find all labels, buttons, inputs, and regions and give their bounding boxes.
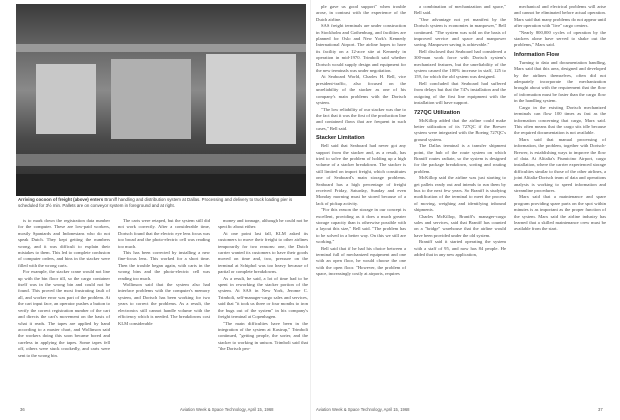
paragraph: Bell concluded that Seaboard had suffered from delays but that the 747s installation and the outgoing of the first line equipment with the installation will have support. [414,80,506,106]
paragraph: For example, the stacker crane would not line up with the bin floor till, so the cargo container itself was in the wrong bin and could not be found. This proved the most frustrating fault of all, and worker error was part of the problem. At the cart input face, an operator pushes a button to verify the correct registration number of the cart and directs the cart's movement on the basis of what it reads. The tapes are applied by hand according to a master chart, and Wollinson said the workers doing this soon became bored and careless in applying the tapes. Some tapes fell off, others were stuck crookedly, and carts were sent to the wrong bin. [18,269,110,358]
left-column-3 [218,218,308,353]
paragraph: The carts were retaped, but the system still did not work correctly. After a considerable time, Dortsch found that the electric eye lens focus was too broad and the photo-electric cell was reading too much. [118,218,210,249]
left-column-2 [118,218,210,327]
paragraph: SAS freight terminals are under construction in Stockholm and Gothenburg, and facilities are planned for Oslo and New York's Kennedy International Airport. The airline hopes to have its facility on a 12-acre site at Kennedy in operation in mid-1970. Trimboli said whether Dortsch would supply design and equipment for the new terminals was under negotiation. [316,23,406,74]
paragraph: Bell disclosed that Seaboard had considered a 300-man work force with Dortsch system's mechanized features, but the unreliability of the system caused the 100% increase in staff, 125 to 159, for which the old system was designed. [414,48,506,80]
paragraph: "The low reliability of our stacker was due to the fact that it was the first of the production line and contained flaws that are frequent in such cases," Bell said. [316,106,406,131]
paragraph: Cargo in the existing Dortsch mechanized terminals can flow 100 times as fast as the information concerning that cargo, Marx said. This often means that the cargo sits idle because the required documentation is not available. [514,104,606,136]
paragraph: At Seaboard World, Charles H. Bell, vice president-traffic, also focused on the unreliability of the stacker as one of his company's main problems with the Dortsch system. [316,74,406,106]
right-column-3 [514,4,606,233]
paragraph: money and tonnage, although he could not be specific about either. [218,218,308,230]
photo-caption [18,197,306,209]
paragraph: Marx said that manual processing of information, the problem, together with Dortsch-Brewer, is establishing ways to improve the flow of data. At Alitalia's Fiumicino Airport, cargo installation, where the carrier experienced storage difficulties similar to those of the other airlines, a joint Alitalia-Dortsch team of data and operations analysts is working to speed information and streamline procedures. [514,136,606,193]
publication-line-right: Aviation Week & Space Technology, April 15, 1968 [316,407,410,412]
paragraph: Marx said that a maintenance and spare program providing spare parts on the spot within minutes is as important as the proper function of the system. Marx said the airline industry has learned that a skilled maintenance crew must be available from the start. [514,194,606,232]
paragraph: "The main difficulties have been in the integration of the system at Kastrup," Trimboli continued, "getting people, the sorter, and the stacker to working in unison. Trimboli said that "the Dortsch peo- [218,320,308,352]
paragraph: McKillop said the airline was just starting to get pallets ready out and intends to run them by bus to the next few years. So Braniff is studying modification of the terminal to meet the process of moving, weighing and identifying inbound shipments. [414,175,506,213]
right-column-2 [414,4,506,258]
paragraph: Braniff said it started operating the system with a staff of 95, and now has 84 people. He added that in any new application, [414,239,506,258]
page-number-right: 37 [598,407,603,412]
left-column-1 [18,218,110,359]
caption-lead: Arriving cocoon of freight (above) enters [18,197,104,202]
paragraph: Bell said that if he had his choice between a terminal full of mechanized equipment and one with an open floor, he would choose the one with the open floor. "However, the problem of space, increasingly costly at airports, requires [316,245,406,277]
paragraph: a combination of mechanization and space," Bell said. [414,4,506,16]
page-gutter [310,0,311,420]
paragraph: Turning to data and documentation handling, Marx said that this area, designed and developed by the airlines themselves, often did not adequately incorporate the mechanization brought about with the requirement that the flow of information must be faster than the cargo flow in the handling system. [514,59,606,104]
paragraph: As a result, he said, a lot of time had to be spent in reworking the stacker portion of the system. At SAS in New York, Jerome C. Trimboli, self-manager-cargo sales and services, said that "it took us three or four months to iron the bugs out of the system" in his company's freight terminal at Copenhagen. [218,275,308,320]
paragraph: This has been corrected by installing a new fine-focus lens. This worked for a short time. Then the trouble began again, with carts in the wrong bins and the photo-electric cell was reading too much. [118,250,210,281]
right-column-1 [316,4,406,278]
section-heading-information-flow: Information Flow [514,51,560,58]
paragraph: is to mark down the registration data number for the computer. These are low-paid workers, mostly Spaniards and Indonesians who do not speak Dutch. They kept getting the numbers wrong, and it was difficult to explain their mistakes to them. This led to complete confusion of computer orders, and bins in the stacker were filled with the wrong carts. [18,218,110,268]
section-heading-727qc: 727QC Utilization [414,109,461,116]
caption-text: Braniff handling and distribution system at Dallas. Processing and delivery to truck loading pier is scheduled for 3½ min. Pallets are on conveyor system in foreground and at right. [18,197,293,208]
section-heading-stacker: Stacker Limitation [316,135,365,142]
paragraph: McKillop added that the airline could make better utilization of its 727QC if the Brewer system were integrated with the Boeing 727QC's ground system. [414,117,506,142]
paragraph: Bell said that Seaboard had never got any support from the stacker and, as a result, has tried to solve the problem of holding up a high volume of a stacker breakdown. The stacker is still limited on import freight, which constitutes one of Seaboard's main storage problems. Seaboard has a high percentage of freight received Friday, Saturday, Sunday and even Monday morning must be stored because of a lack of pickup activity. [316,143,406,206]
paragraph: ple gave us good support" when trouble arose, in contrast with the experience of the Dutch airline. [316,4,406,22]
paragraph: "For this reason the storage in our concept is excellent, providing as it does a much greater storage capacity than is otherwise possible with a layout this size," Bell said. "The problem has to be solved in a better way. On this we still are working." [316,207,406,245]
paragraph: "Nearly 800,000 cycles of operation by the stackers alone have served to shake out the problems," Marx said. [514,29,606,48]
paragraph: "One advantage not yet manifest by the Dortsch system is economies in manpower," Bell continued. "The system was sold on the basis of improved service and space and manpower saving. Manpower saving is achievable." [414,16,506,48]
publication-line-left: Aviation Week & Space Technology, April 15, 1968 [180,407,274,412]
paragraph: The Dallas terminal is a transfer shipment point, the hub of the route system on which Braniff routes radiate, so the system is designed for the package breakdown, sorting and routing problem. [414,143,506,174]
paragraph: At one point last fall, KLM asked its customers to move their freight to other airlines temporarily for two reasons: one, the Dutch carrier wanted its customers to have their goods moved on time and, two, pressure on the terminal at Schiphol was too heavy because of partial or complete breakdowns. [218,230,308,275]
paragraph: Charles McKillop, Braniff's manager-cargo sales and services, said that Braniff has counted on a "bridge" warehouse that the airline would have been provided under the old system. [414,213,506,238]
paragraph: Wollinson said that the system also had interface problems with the computer's memory system, and Dortsch has been working for two years to correct the problems. As a result, the electronics still cannot handle volume with the efficiency which is needed. The breakdowns cost KLM considerable [118,282,210,326]
freight-terminal-photo [16,4,306,196]
page-number-left: 36 [20,407,25,412]
paragraph: mechanical and electrical problems will arise and cannot be eliminated before actual operation. Marx said that many problems do not appear until after operation with "live" cargo centers. [514,4,606,29]
